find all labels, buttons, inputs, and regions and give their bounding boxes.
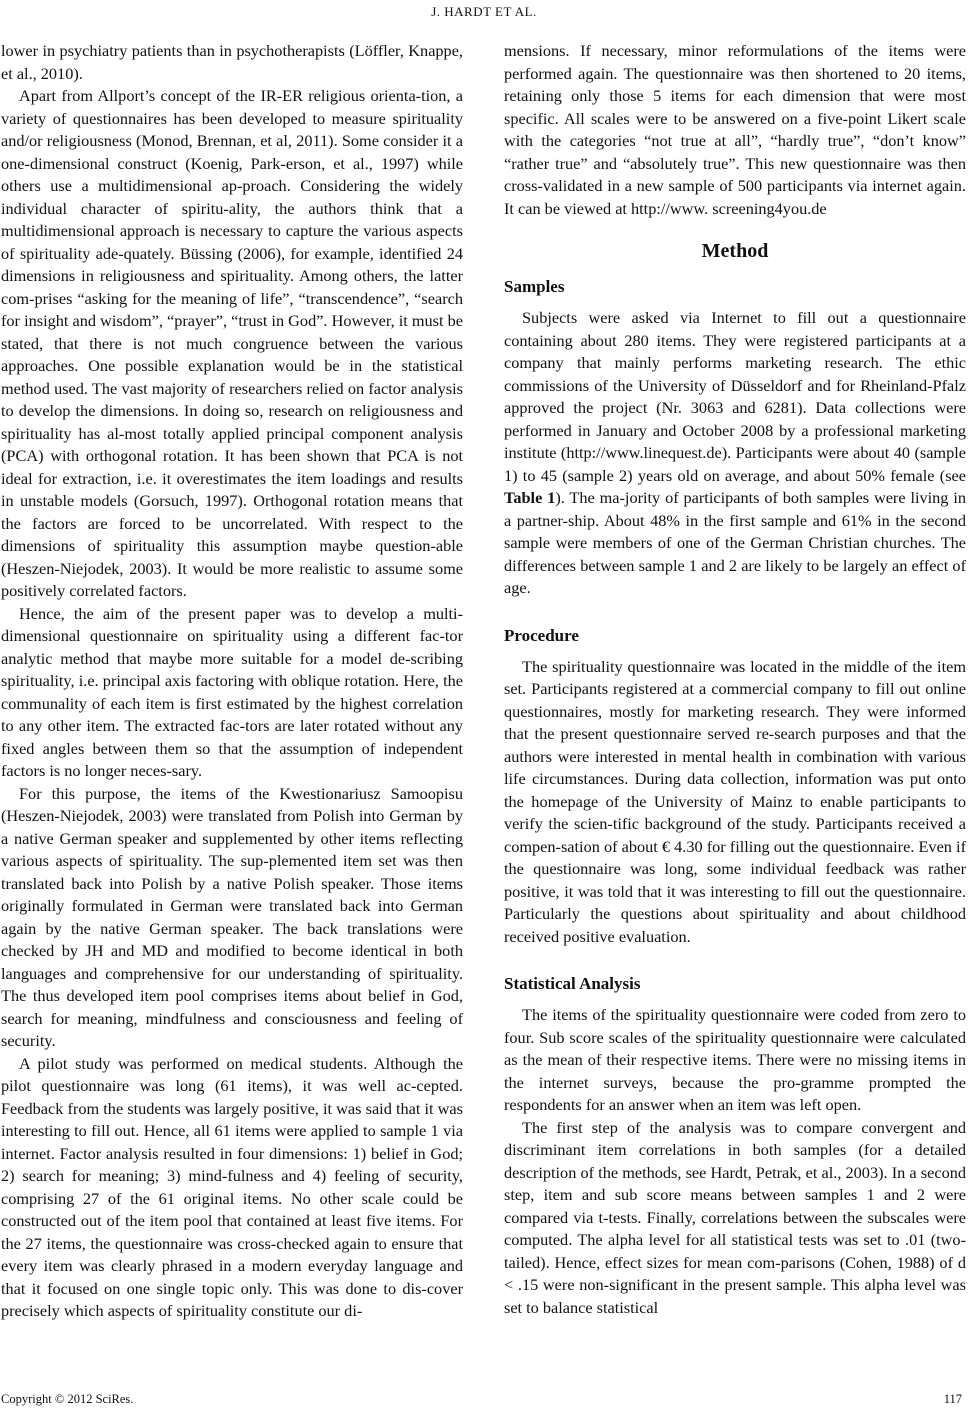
table-reference-link[interactable]: Table 1 [504,488,556,507]
paragraph: lower in psychiatry patients than in psychotherapists (Löffler, Knappe, et al., 2010). [1,41,463,83]
subsection-heading-statistical-analysis: Statistical Analysis [504,974,641,993]
paragraph: A pilot study was performed on medical students. Although the pilot questionnaire was long (61 items), it was well ac-cepted. Feedback from the students was largely positive, it was said that it was interesting to fill out. Hence, all 61 items were applied to sample 1 via internet. Factor analysis resulted in four dimensions: 1) belief in God; 2) search for meaning; 3) mind-fulness and 4) feeling of security, comprising 27 of the 61 original items. No other scale could be constructed out of the item pool that contained at least five items. For the 27 items, the questionnaire was cross-checked again to ensure that every item was clearly phrased in a modern everyday language and that it focused on one single topic only. This was done to dis-cover precisely which aspects of spirituality constitute our di- [1,1053,463,1320]
paragraph: For this purpose, the items of the Kwestionariusz Samoopisu (Heszen-Niejodek, 2003) were translated from Polish into German by a native German speaker and supplemented by other items reflecting various aspects of spirituality. The sup-plemented item set was then translated back into Polish by a native Polish speaker. Those items originally formulated in German were translated back into German again by the native German speaker. The back translations were checked by JH and MD and modified to become identical in both languages and comprehensive for our understanding of spirituality. The thus developed item pool comprises items about belief in God, search for meaning, mindfulness and consciousness and feeling of security. [1,783,463,1050]
text-run: ). The ma-jority of participants of both samples were living in a partner-ship. About 48% in the first sample and 61% in the second sample were members of one of the German Christian churches. The differences between sample 1 and 2 are likely to be largely an effect of age. [504,488,966,597]
paragraph [504,307,966,600]
section-heading-method: Method [701,240,769,262]
paragraph: mensions. If necessary, minor reformulations of the items were performed again. The questionnaire was then shortened to 20 items, retaining only those 5 items for each dimension that were most specific. All scales were to be answered on a five-point Likert scale with the categories “not true at all”, “hardly true”, “don’t know” “rather true” and “absolutely true”. This new questionnaire was then cross-validated in a new sample of 500 participants via internet again. It can be viewed at http://www. screening4you.de [504,41,966,218]
paragraph: The first step of the analysis was to compare convergent and discriminant item correlations in both samples (for a detailed description of the methods, see Hardt, Petrak, et al., 2003). In a second step, item and sub score means between samples 1 and 2 were compared via t-tests. Finally, correlations between the subscales were computed. The alpha level for all statistical tests was set to .01 (two-tailed). Hence, effect sizes for mean com-parisons (Cohen, 1988) of d < .15 were non-significant in the present sample. This alpha level was set to balance statistical [504,1117,966,1317]
page-number: 117 [943,1392,962,1406]
paragraph: The items of the spirituality questionnaire were coded from zero to four. Sub score scales of the spirituality questionnaire were calculated as the mean of their respective items. There were no missing items in the internet surveys, because the pro-gramme prompted the respondents for an answer when an item was left open. [504,1005,966,1114]
left-column [1,40,463,1323]
paragraph: Hence, the aim of the present paper was to develop a multi-dimensional questionnaire on spirituality using a different fac-tor analytic method that maybe more suitable for a model de-scribing spirituality, i.e. principal axis factoring with oblique rotation. Here, the communality of each item is first estimated by the highest correlation to any other item. The extracted fac-tors are later rotated without any fixed angles between them so that the assumption of independent factors is no longer neces-sary. [1,603,463,780]
paragraph: The spirituality questionnaire was located in the middle of the item set. Participants registered at a commercial company to fill out online questionnaires, mostly for marketing research. They were informed that the present questionnaire served re-search purposes and that the authors were interested in mental health in combination with various life circumstances. During data collection, information was put onto the homepage of the University of Mainz to enable participants to verify the scien-tific background of the study. Participants received a compen-sation of about € 4.30 for filling out the questionnaire. Even if the questionnaire was long, some individual feedback was rather positive, it was told that it was interesting to fill out the questionnaire. Particularly the questions about spirituality and about childhood received positive evaluation. [504,656,966,946]
subsection-heading-procedure: Procedure [504,625,579,645]
paragraph: Apart from Allport’s concept of the IR-ER religious orienta-tion, a variety of questionnaires has been developed to measure spirituality and/or religiousness (Monod, Brennan, et al, 2011). Some consider it a one-dimensional construct (Koenig, Park-erson, et al., 1997) while others use a multidimensional ap-proach. Considering the widely individual character of spiritu-ality, the authors think that a multidimensional approach is necessary to capture the various aspects of spirituality ade-quately. Büssing (2006), for example, identified 24 dimensions in religiousness and spirituality. Among others, the latter com-prises “asking for the meaning of life”, “transcendence”, “search for insight and wisdom”, “prayer”, “trust in God”. However, it must be stated, that there is not much congruence between the various approaches. One possible explanation would be in the statistical method used. The vast majority of researchers relied on factor analysis to develop the dimensions. In doing so, research on religiousness and spirituality has al-most totally applied principal component analysis (PCA) with orthogonal rotation. It has been shown that PCA is not ideal for extraction, i.e. it overestimates the item loadings and results in unstable models (Gorsuch, 1997). Orthogonal rotation means that the factors are forced to be uncorrelated. With respect to the dimensions of spirituality this assumption maybe question-able (Heszen-Niejodek, 2003). It would be more realistic to assume some positively correlated factors. [1,86,463,600]
text-run: Subjects were asked via Internet to fill out a questionnaire containing about 280 items. They were registered participants at a company that mainly performs marketing research. The ethic commissions of the University of Düsseldorf and for Rheinland-Pfalz approved the project (Nr. 3063 and 6281). Data collections were performed in January and October 2008 by a professional marketing institute (http://www.linequest.de). Participants were about 40 (sample 1) to 45 (sample 2) years old on average, and about 50% female (see [504,308,966,485]
copyright-notice: Copyright © 2012 SciRes. [1,1392,134,1406]
subsection-heading-samples: Samples [504,277,565,296]
right-column [504,40,966,1319]
running-head: J. HARDT ET AL. [431,4,537,19]
